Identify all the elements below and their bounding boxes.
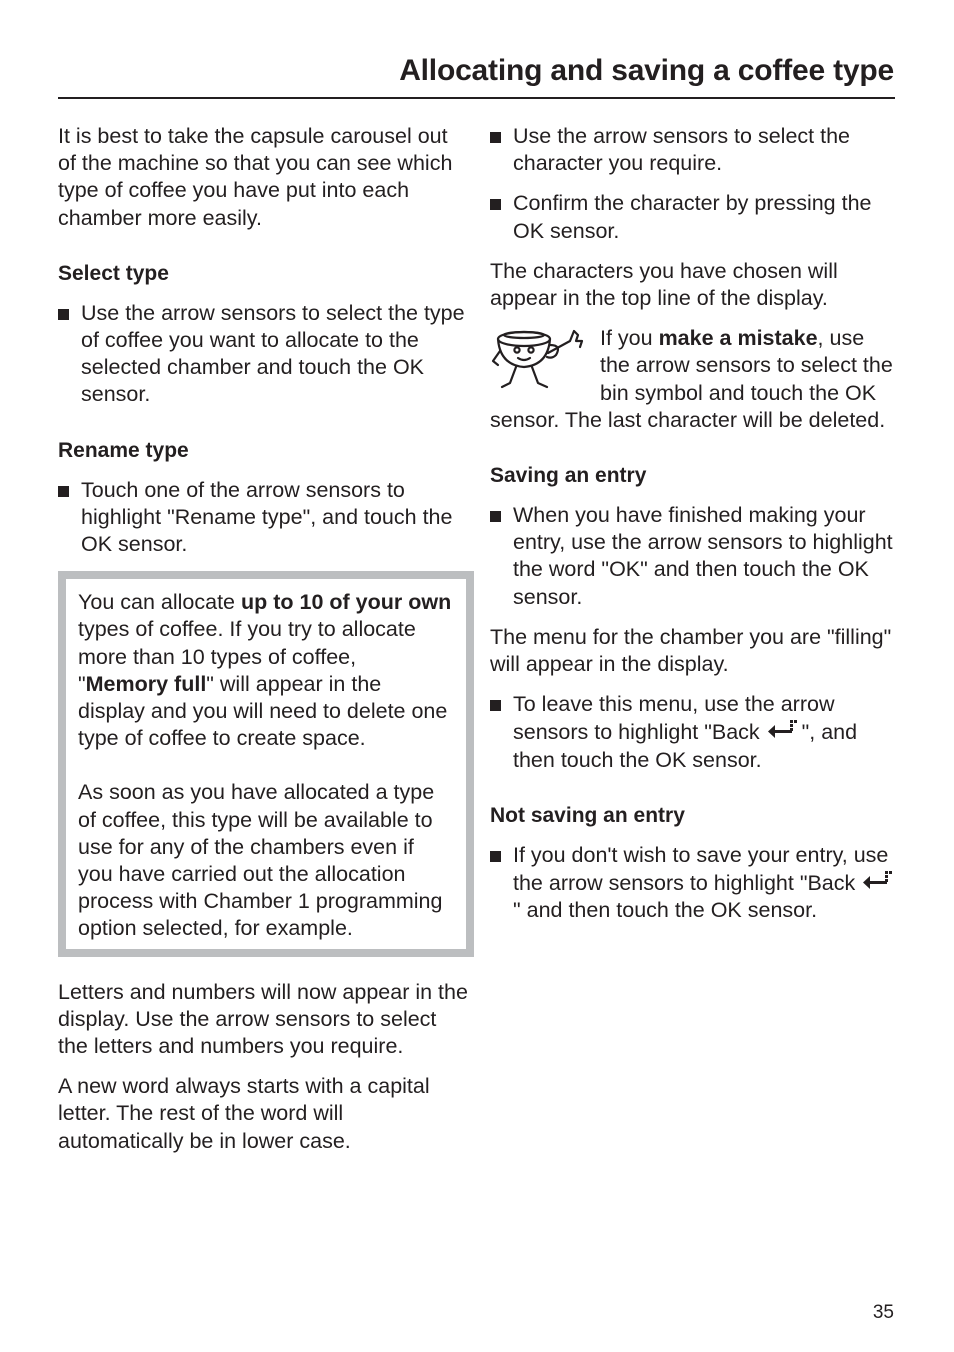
not-saving-entry-text: If you don't wish to save your entry, use the arrow sensors to highlight "Back [513, 842, 889, 896]
page-title: Allocating and saving a coffee type [399, 54, 894, 87]
confirm-character-bullet [490, 190, 900, 244]
saving-entry-bullet [490, 502, 900, 611]
characters-paragraph: The characters you have chosen will appear in the top line of the display. [490, 258, 838, 311]
note-emphasis: up to 10 of your own [240, 590, 452, 615]
square-bullet-icon [490, 700, 501, 711]
leave-menu-text: ", and then touch the OK sensor. [513, 720, 858, 772]
tip-text: , use the arrow sensors to select the bin symbol and touch the OK sensor. The last character will be deleted. [490, 326, 893, 432]
back-arrow-icon [861, 869, 897, 893]
select-character-bullet [490, 123, 900, 177]
not-saving-entry-bullet [490, 842, 900, 925]
menu-paragraph: The menu for the chamber you are "filling" will appear in the display. [490, 624, 892, 677]
not-saving-entry-text: " and then touch the OK sensor. [513, 898, 818, 923]
title-rule [58, 97, 895, 99]
leave-menu-text: To leave this menu, use the arrow sensors to highlight "Back [513, 692, 835, 745]
select-type-bullet [58, 300, 468, 409]
right-column [490, 123, 900, 937]
select-type-heading: Select type [58, 261, 169, 285]
letters-paragraph: Letters and numbers will now appear in the display. Use the arrow sensors to select the letters and numbers you require. [58, 979, 468, 1059]
note-text: " will appear in the display and you will need to delete one type of coffee to create space. [78, 671, 448, 751]
select-character-text: Use the arrow sensors to select the character you require. [513, 124, 850, 176]
select-type-text: Use the arrow sensors to select the type of coffee you want to allocate to the selected chamber and touch the OK sensor. [81, 300, 465, 407]
left-column [58, 123, 468, 1168]
note-paragraph-allocation: As soon as you have allocated a type of coffee, this type will be available to use for any of the chambers even if you have carried out the allocation process with Chamber 1 programming option selected, for example. [78, 780, 443, 941]
capital-paragraph: A new word always starts with a capital letter. The rest of the word will automatically be in lower case. [58, 1074, 430, 1153]
tip-emphasis: make a mistake [658, 326, 818, 351]
square-bullet-icon [490, 132, 501, 143]
note-box [58, 571, 474, 956]
leave-menu-bullet [490, 691, 900, 774]
square-bullet-icon [490, 511, 501, 522]
saving-entry-text: When you have finished making your entry, use the arrow sensors to highlight the word "OK" and then touch the OK sensor. [513, 503, 893, 609]
saving-entry-heading: Saving an entry [490, 464, 647, 488]
not-saving-entry-heading: Not saving an entry [490, 803, 685, 827]
note-text: You can allocate [78, 590, 241, 615]
tip-text: If you [600, 326, 659, 351]
note-text: types of coffee. If you try to allocate more than 10 types of coffee, " [78, 617, 416, 696]
note-paragraph-limit [78, 589, 452, 752]
rename-type-bullet [58, 477, 468, 559]
page-number: 35 [872, 1302, 894, 1323]
tip-block [490, 325, 900, 434]
rename-type-heading: Rename type [58, 438, 189, 462]
memory-full-emphasis: Memory full [85, 671, 207, 696]
rename-type-text: Touch one of the arrow sensors to highlight "Rename type", and touch the OK sensor. [81, 477, 453, 557]
square-bullet-icon [490, 199, 501, 210]
confirm-character-text: Confirm the character by pressing the OK sensor. [513, 191, 872, 243]
square-bullet-icon [490, 851, 501, 862]
square-bullet-icon [58, 486, 69, 497]
square-bullet-icon [58, 309, 69, 320]
coffee-cup-mascot-icon [490, 325, 598, 395]
intro-paragraph: It is best to take the capsule carousel out of the machine so that you can see which type of coffee you have put into each chamber more easily. [58, 124, 453, 230]
back-arrow-icon [766, 718, 802, 742]
